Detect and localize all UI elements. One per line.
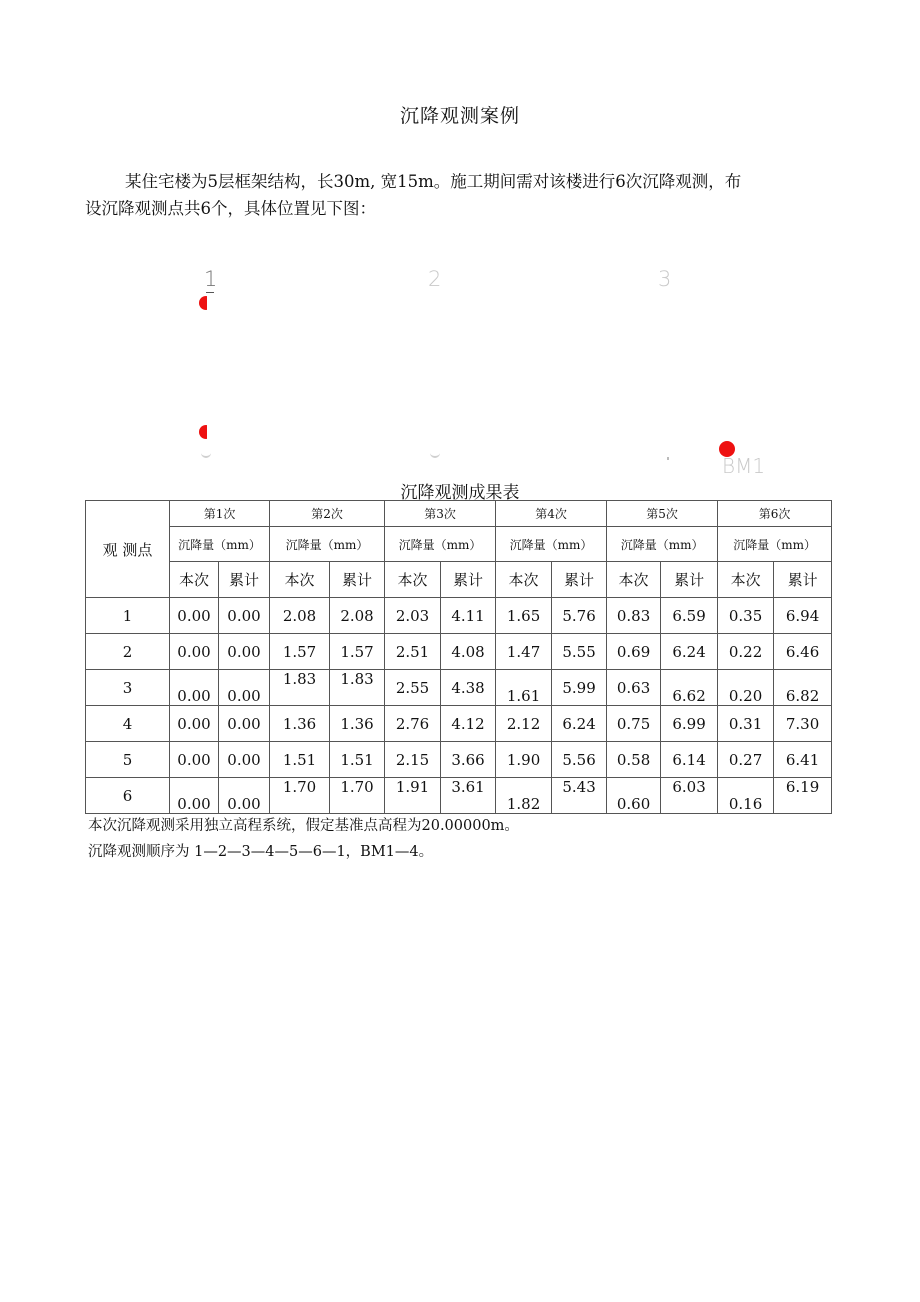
current-settlement-cell: 1.51 bbox=[270, 742, 330, 778]
sub-header-cumulative: 累计 bbox=[661, 562, 718, 598]
label-1-underline bbox=[206, 292, 214, 293]
table-row bbox=[86, 670, 832, 706]
current-settlement-cell: 0.83 bbox=[607, 598, 661, 634]
round-header-2: 第2次 bbox=[270, 501, 385, 527]
cumulative-settlement-cell: 0.00 bbox=[219, 778, 270, 814]
intro-line-1: 某住宅楼为5层框架结构，长30m, 宽15m。施工期间需对该楼进行6次沉降观测，布 bbox=[125, 172, 742, 191]
unit-header: 沉降量（mm） bbox=[718, 527, 832, 562]
header-row-subcolumns bbox=[86, 562, 832, 598]
point-header: 观 测点 bbox=[86, 501, 170, 598]
current-settlement-cell: 1.82 bbox=[496, 778, 552, 814]
current-settlement-cell: 0.58 bbox=[607, 742, 661, 778]
current-settlement-cell: 0.00 bbox=[170, 634, 219, 670]
settlement-results-table bbox=[85, 500, 832, 814]
current-settlement-cell: 1.65 bbox=[496, 598, 552, 634]
cumulative-settlement-cell: 6.99 bbox=[661, 706, 718, 742]
current-settlement-cell: 0.60 bbox=[607, 778, 661, 814]
cumulative-settlement-cell: 1.83 bbox=[330, 670, 385, 706]
unit-header: 沉降量（mm） bbox=[270, 527, 385, 562]
unit-header: 沉降量（mm） bbox=[385, 527, 496, 562]
current-settlement-cell: 0.00 bbox=[170, 706, 219, 742]
sub-header-current: 本次 bbox=[385, 562, 441, 598]
round-header-5: 第5次 bbox=[607, 501, 718, 527]
intro-paragraph bbox=[85, 168, 797, 222]
cumulative-settlement-cell: 3.66 bbox=[441, 742, 496, 778]
current-settlement-cell: 0.00 bbox=[170, 598, 219, 634]
cumulative-settlement-cell: 4.12 bbox=[441, 706, 496, 742]
point-id-cell: 5 bbox=[86, 742, 170, 778]
header-row-rounds bbox=[86, 501, 832, 527]
sub-header-current: 本次 bbox=[607, 562, 661, 598]
sub-header-current: 本次 bbox=[270, 562, 330, 598]
current-settlement-cell: 0.75 bbox=[607, 706, 661, 742]
cumulative-settlement-cell: 5.55 bbox=[552, 634, 607, 670]
cumulative-settlement-cell: 5.56 bbox=[552, 742, 607, 778]
table-row bbox=[86, 598, 832, 634]
current-settlement-cell: 1.57 bbox=[270, 634, 330, 670]
table-title: 沉降观测成果表 bbox=[400, 483, 520, 503]
round-header-1: 第1次 bbox=[170, 501, 270, 527]
current-settlement-cell: 0.27 bbox=[718, 742, 774, 778]
cumulative-settlement-cell: 0.00 bbox=[219, 706, 270, 742]
table-row bbox=[86, 742, 832, 778]
point-id-cell: 6 bbox=[86, 778, 170, 814]
current-settlement-cell: 0.22 bbox=[718, 634, 774, 670]
point-mark-4 bbox=[667, 457, 669, 460]
current-settlement-cell: 2.51 bbox=[385, 634, 441, 670]
current-settlement-cell: 0.00 bbox=[170, 778, 219, 814]
unit-header: 沉降量（mm） bbox=[170, 527, 270, 562]
point-label-2: 2 bbox=[428, 267, 442, 291]
cumulative-settlement-cell: 6.03 bbox=[661, 778, 718, 814]
round-header-3: 第3次 bbox=[385, 501, 496, 527]
table-row bbox=[86, 778, 832, 814]
round-header-6: 第6次 bbox=[718, 501, 832, 527]
sub-header-cumulative: 累计 bbox=[330, 562, 385, 598]
current-settlement-cell: 0.20 bbox=[718, 670, 774, 706]
cumulative-settlement-cell: 6.46 bbox=[774, 634, 832, 670]
header-row-units bbox=[86, 527, 832, 562]
current-settlement-cell: 0.35 bbox=[718, 598, 774, 634]
current-settlement-cell: 2.15 bbox=[385, 742, 441, 778]
sub-header-current: 本次 bbox=[496, 562, 552, 598]
point-mark-5 bbox=[430, 453, 440, 458]
site-plan-figure bbox=[0, 255, 920, 485]
point-label-1: 1 bbox=[204, 267, 218, 291]
current-settlement-cell: 0.31 bbox=[718, 706, 774, 742]
intro-line-2: 设沉降观测点共6个，具体位置见下图： bbox=[85, 199, 376, 218]
sub-header-current: 本次 bbox=[170, 562, 219, 598]
page-title: 沉降观测案例 bbox=[399, 105, 520, 127]
cumulative-settlement-cell: 5.99 bbox=[552, 670, 607, 706]
cumulative-settlement-cell: 5.43 bbox=[552, 778, 607, 814]
round-header-4: 第4次 bbox=[496, 501, 607, 527]
sub-header-cumulative: 累计 bbox=[774, 562, 832, 598]
current-settlement-cell: 1.91 bbox=[385, 778, 441, 814]
current-settlement-cell: 0.00 bbox=[170, 742, 219, 778]
cumulative-settlement-cell: 4.11 bbox=[441, 598, 496, 634]
cumulative-settlement-cell: 0.00 bbox=[219, 742, 270, 778]
cumulative-settlement-cell: 4.38 bbox=[441, 670, 496, 706]
sub-header-current: 本次 bbox=[718, 562, 774, 598]
cumulative-settlement-cell: 6.19 bbox=[774, 778, 832, 814]
benchmark-label: BM1 bbox=[722, 454, 766, 478]
unit-header: 沉降量（mm） bbox=[496, 527, 607, 562]
current-settlement-cell: 2.03 bbox=[385, 598, 441, 634]
cumulative-settlement-cell: 6.94 bbox=[774, 598, 832, 634]
point-id-cell: 3 bbox=[86, 670, 170, 706]
table-row bbox=[86, 706, 832, 742]
sub-header-cumulative: 累计 bbox=[552, 562, 607, 598]
current-settlement-cell: 0.69 bbox=[607, 634, 661, 670]
note-line-2: 沉降观测顺序为 1—2—3—4—5—6—1，BM1—4。 bbox=[88, 844, 434, 860]
cumulative-settlement-cell: 1.57 bbox=[330, 634, 385, 670]
current-settlement-cell: 2.55 bbox=[385, 670, 441, 706]
cumulative-settlement-cell: 2.08 bbox=[330, 598, 385, 634]
current-settlement-cell: 2.12 bbox=[496, 706, 552, 742]
current-settlement-cell: 1.90 bbox=[496, 742, 552, 778]
current-settlement-cell: 1.61 bbox=[496, 670, 552, 706]
cumulative-settlement-cell: 1.36 bbox=[330, 706, 385, 742]
table-body bbox=[86, 598, 832, 814]
current-settlement-cell: 2.76 bbox=[385, 706, 441, 742]
current-settlement-cell: 1.36 bbox=[270, 706, 330, 742]
cumulative-settlement-cell: 5.76 bbox=[552, 598, 607, 634]
note-line-1: 本次沉降观测采用独立高程系统，假定基准点高程为20.00000m。 bbox=[88, 818, 519, 834]
current-settlement-cell: 1.83 bbox=[270, 670, 330, 706]
point-mark-6 bbox=[201, 453, 211, 458]
sub-header-cumulative: 累计 bbox=[441, 562, 496, 598]
cumulative-settlement-cell: 1.51 bbox=[330, 742, 385, 778]
cumulative-settlement-cell: 0.00 bbox=[219, 634, 270, 670]
sub-header-cumulative: 累计 bbox=[219, 562, 270, 598]
unit-header: 沉降量（mm） bbox=[607, 527, 718, 562]
cumulative-settlement-cell: 0.00 bbox=[219, 598, 270, 634]
marker-point-6 bbox=[199, 425, 207, 439]
point-label-3: 3 bbox=[658, 267, 672, 291]
point-id-cell: 2 bbox=[86, 634, 170, 670]
cumulative-settlement-cell: 0.00 bbox=[219, 670, 270, 706]
current-settlement-cell: 0.16 bbox=[718, 778, 774, 814]
table-row bbox=[86, 634, 832, 670]
cumulative-settlement-cell: 1.70 bbox=[330, 778, 385, 814]
cumulative-settlement-cell: 3.61 bbox=[441, 778, 496, 814]
current-settlement-cell: 2.08 bbox=[270, 598, 330, 634]
cumulative-settlement-cell: 4.08 bbox=[441, 634, 496, 670]
cumulative-settlement-cell: 6.62 bbox=[661, 670, 718, 706]
cumulative-settlement-cell: 6.41 bbox=[774, 742, 832, 778]
cumulative-settlement-cell: 6.14 bbox=[661, 742, 718, 778]
current-settlement-cell: 0.63 bbox=[607, 670, 661, 706]
current-settlement-cell: 1.70 bbox=[270, 778, 330, 814]
cumulative-settlement-cell: 7.30 bbox=[774, 706, 832, 742]
point-id-cell: 4 bbox=[86, 706, 170, 742]
marker-point-1 bbox=[199, 296, 207, 310]
cumulative-settlement-cell: 6.24 bbox=[552, 706, 607, 742]
current-settlement-cell: 0.00 bbox=[170, 670, 219, 706]
cumulative-settlement-cell: 6.24 bbox=[661, 634, 718, 670]
current-settlement-cell: 1.47 bbox=[496, 634, 552, 670]
cumulative-settlement-cell: 6.82 bbox=[774, 670, 832, 706]
cumulative-settlement-cell: 6.59 bbox=[661, 598, 718, 634]
point-id-cell: 1 bbox=[86, 598, 170, 634]
